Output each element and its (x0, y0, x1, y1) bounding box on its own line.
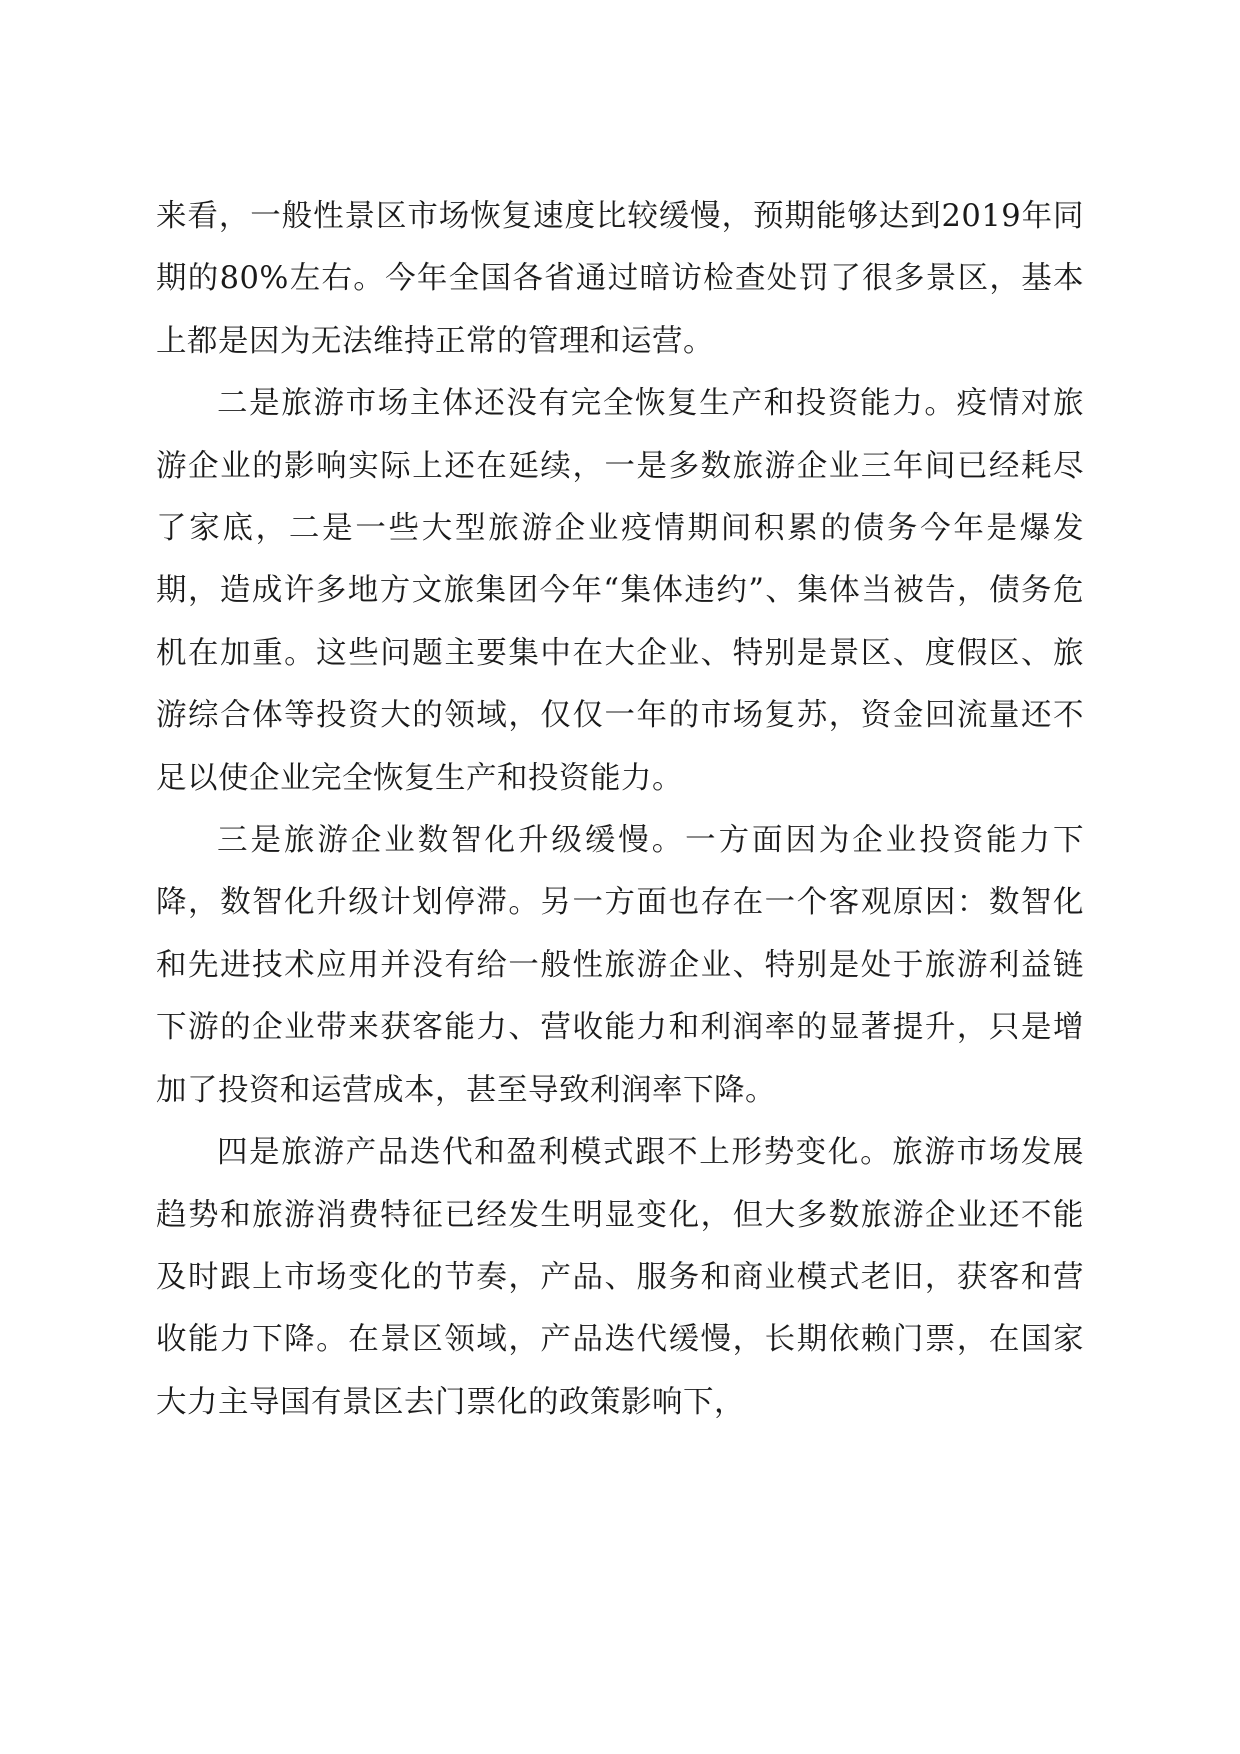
paragraph-point-four: 四是旅游产品迭代和盈利模式跟不上形势变化。旅游市场发展趋势和旅游消费特征已经发生明显变化，但大多数旅游企业还不能及时跟上市场变化的节奏，产品、服务和商业模式老旧，获客和营收能力下降。在景区领域，产品迭代缓慢，长期依赖门票，在国家大力主导国有景区去门票化的政策影响下， (156, 1135, 1084, 1420)
paragraph-point-three: 三是旅游企业数智化升级缓慢。一方面因为企业投资能力下降，数智化升级计划停滞。另一方面也存在一个客观原因：数智化和先进技术应用并没有给一般性旅游企业、特别是处于旅游利益链下游的企业带来获客能力、营收能力和利润率的显著提升，只是增加了投资和运营成本，甚至导致利润率下降。 (156, 823, 1084, 1108)
paragraph-point-two: 二是旅游市场主体还没有完全恢复生产和投资能力。疫情对旅游企业的影响实际上还在延续，一是多数旅游企业三年间已经耗尽了家底，二是一些大型旅游企业疫情期间积累的债务今年是爆发期，造成许多地方文旅集团今年“集体违约”、集体当被告，债务危机在加重。这些问题主要集中在大企业、特别是景区、度假区、旅游综合体等投资大的领域，仅仅一年的市场复苏，资金回流量还不足以使企业完全恢复生产和投资能力。 (156, 386, 1084, 796)
document-body (156, 186, 1084, 1434)
paragraph-continuation: 来看，一般性景区市场恢复速度比较缓慢，预期能够达到2019年同期的80%左右。今年全国各省通过暗访检查处罚了很多景区，基本上都是因为无法维持正常的管理和运营。 (156, 199, 1084, 359)
